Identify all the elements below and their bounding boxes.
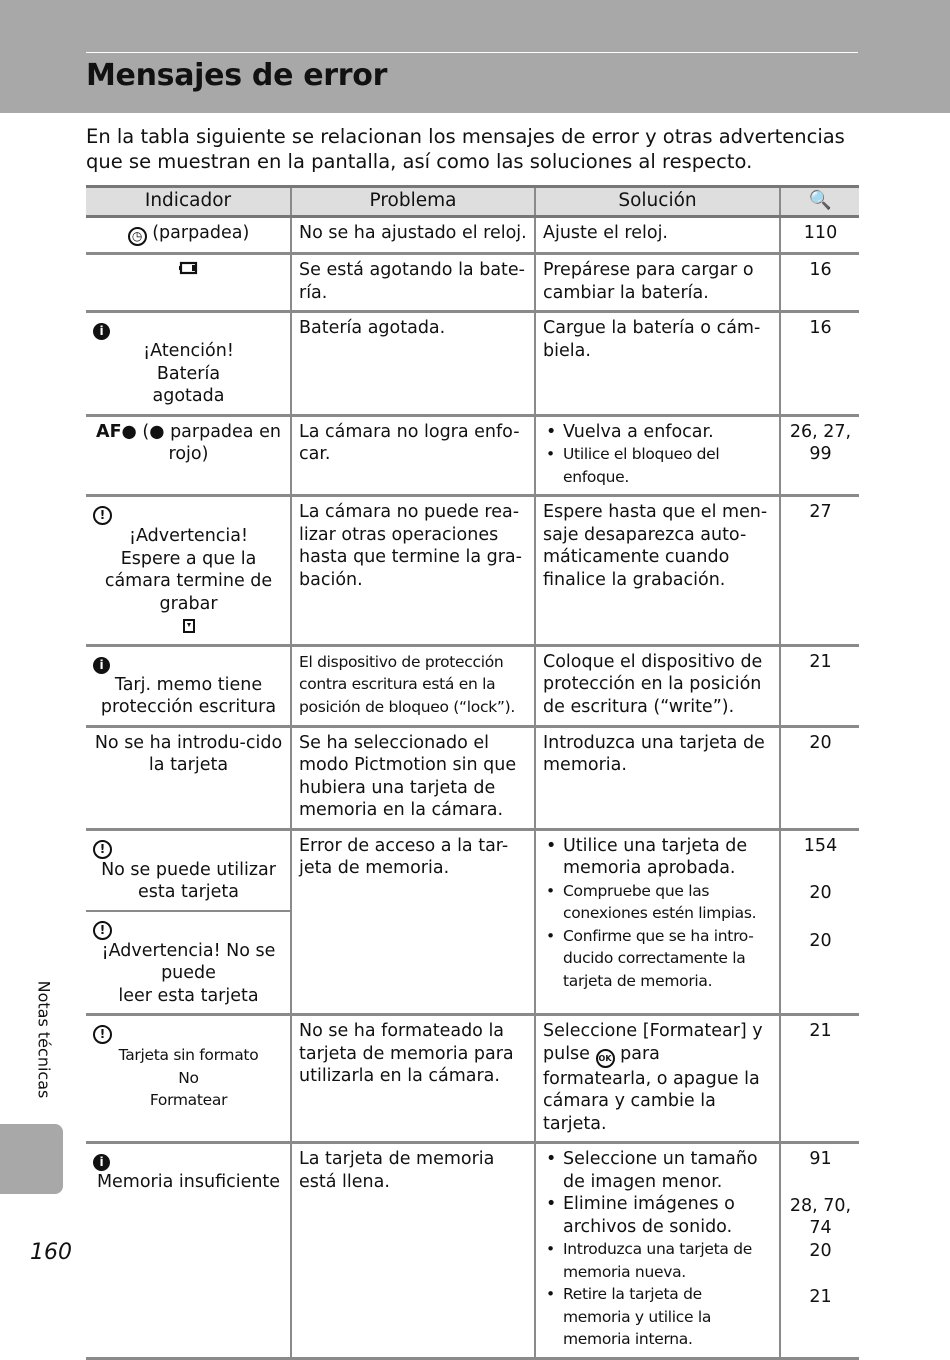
page-ref: 20	[809, 883, 832, 903]
problem-cell: Se ha seleccionado el modo Pictmotion sin que hubiera una tarjeta de memoria en la cámara.	[291, 726, 535, 829]
page-ref: 20	[809, 1240, 832, 1261]
solution-item: • Vuelva a enfocar.	[543, 421, 773, 444]
indicator-line: Batería	[156, 363, 221, 384]
solution-cell: Prepárese para cargar o cambiar la batería.	[535, 254, 780, 312]
ok-button-icon: OK	[596, 1049, 615, 1068]
indicator-line: agotada	[152, 386, 225, 406]
header-indicator: Indicador	[86, 187, 291, 217]
header-page-reference-icon: 🔍	[780, 187, 859, 217]
solution-item: • Retire la tarjeta de memoria y utilice la memoria interna.	[543, 1283, 773, 1351]
header-rule	[86, 52, 858, 53]
table-row	[86, 726, 859, 829]
indicator-line: ¡Advertencia! No se puede	[101, 940, 276, 983]
indicator-line: protección escritura	[100, 697, 277, 717]
indicator-line: No	[178, 1068, 199, 1087]
table-row	[86, 496, 859, 646]
indicator-line: Formatear	[149, 1091, 228, 1109]
solution-cell: Coloque el dispositivo de protección en la posición de escritura (“write”).	[535, 645, 780, 726]
side-section-label	[30, 970, 56, 1115]
solution-item: • Utilice el bloqueo del enfoque.	[543, 443, 773, 488]
solution-cell: Ajuste el reloj.	[535, 217, 780, 254]
problem-cell: No se ha ajustado el reloj.	[291, 217, 535, 254]
table-row	[86, 415, 859, 496]
indicator-text: (● parpadea en rojo)	[142, 421, 281, 464]
warning-icon: !	[93, 921, 112, 940]
solution-item: • Seleccione un tamaño de imagen menor.	[543, 1148, 773, 1193]
af-focus-icon: AF●	[96, 421, 137, 442]
clock-icon: ◷	[128, 227, 147, 246]
table-row	[86, 829, 859, 911]
warning-icon: !	[93, 840, 112, 859]
table-row	[86, 645, 859, 726]
page-ref: 21	[809, 1287, 832, 1307]
indicator-text: No se ha introdu-cido la tarjeta	[86, 726, 291, 829]
page-cell: 16	[780, 312, 859, 416]
solution-text: para formatearla, o apague la cámara y cambie la tarjeta.	[543, 1043, 760, 1134]
table-row	[86, 217, 859, 254]
table-row	[86, 1143, 859, 1359]
solution-item: • Confirme que se ha intro-ducido correctamente la tarjeta de memoria.	[543, 925, 773, 993]
page-cell: 27	[780, 496, 859, 646]
page-cell: 26, 27, 99	[780, 415, 859, 496]
error-table	[86, 185, 859, 1360]
indicator-line: No se puede utilizar	[101, 859, 276, 880]
page-ref: 154	[803, 835, 838, 856]
solution-cell: Cargue la batería o cám-biela.	[535, 312, 780, 416]
intro-paragraph: En la tabla siguiente se relacionan los mensajes de error y otras advertencias que se muestran en la pantalla, así como las soluciones al respecto.	[86, 125, 845, 173]
problem-cell: La tarjeta de memoria está llena.	[291, 1143, 535, 1359]
problem-cell: Se está agotando la bate-ría.	[291, 254, 535, 312]
warning-icon: !	[93, 506, 112, 525]
indicator-line: Memoria insuficiente	[96, 1172, 281, 1192]
page-ref: 91	[809, 1149, 832, 1169]
page-header	[0, 0, 950, 113]
table-header-row	[86, 187, 859, 217]
table-row	[86, 1015, 859, 1143]
problem-cell: La cámara no logra enfo-car.	[291, 415, 535, 496]
indicator-line: Espere a que la cámara termine de grabar	[104, 548, 273, 614]
header-problem: Problema	[291, 187, 535, 217]
solution-item: • Utilice una tarjeta de memoria aprobada.	[543, 835, 773, 880]
solution-item: • Elimine imágenes o archivos de sonido.	[543, 1193, 773, 1238]
indicator-line: ¡Advertencia!	[128, 526, 249, 546]
info-icon: i	[93, 1154, 110, 1171]
problem-cell: Batería agotada.	[291, 312, 535, 416]
page-cell: 20	[780, 726, 859, 829]
indicator-line: Tarj. memo tiene	[114, 674, 263, 695]
header-solution: Solución	[535, 187, 780, 217]
page-number: 160	[30, 1240, 72, 1265]
indicator-line: ¡Atención!	[143, 341, 234, 361]
solution-cell: Introduzca una tarjeta de memoria.	[535, 726, 780, 829]
indicator-line: leer esta tarjeta	[118, 985, 259, 1006]
solution-text: Seleccione [Formatear] y pulse	[543, 1021, 763, 1064]
page-cell: 21	[780, 645, 859, 726]
info-icon: i	[93, 657, 110, 674]
info-icon: i	[93, 323, 110, 340]
indicator-line: Tarjeta sin formato	[118, 1046, 259, 1064]
indicator-line: esta tarjeta	[137, 882, 240, 902]
battery-low-icon	[179, 261, 199, 275]
page-cell: 110	[780, 217, 859, 254]
hourglass-icon	[183, 619, 195, 633]
table-row	[86, 254, 859, 312]
indicator-text: (parpadea)	[152, 223, 250, 243]
section-thumb-tab	[0, 1124, 63, 1194]
table-row	[86, 312, 859, 416]
warning-icon: !	[93, 1025, 112, 1044]
page-ref: 20	[809, 930, 832, 951]
solution-item: • Compruebe que las conexiones estén limpias.	[543, 880, 773, 925]
problem-cell: No se ha formateado la tarjeta de memoria para utilizarla en la cámara.	[291, 1015, 535, 1143]
problem-cell: El dispositivo de protección contra escritura está en la posición de bloqueo (“lock”).	[291, 645, 535, 726]
page-cell: 21	[780, 1015, 859, 1143]
page-cell: 16	[780, 254, 859, 312]
solution-cell: Espere hasta que el men-saje desaparezca auto-máticamente cuando finalice la grabación.	[535, 496, 780, 646]
page-ref: 28, 70, 74	[789, 1195, 852, 1238]
problem-cell: La cámara no puede rea-lizar otras operaciones hasta que termine la gra-bación.	[291, 496, 535, 646]
problem-cell: Error de acceso a la tar-jeta de memoria.	[291, 829, 535, 1015]
solution-item: • Introduzca una tarjeta de memoria nueva.	[543, 1238, 773, 1283]
side-label-text: Notas técnicas	[34, 980, 54, 1099]
page-title: Mensajes de error	[86, 58, 388, 93]
